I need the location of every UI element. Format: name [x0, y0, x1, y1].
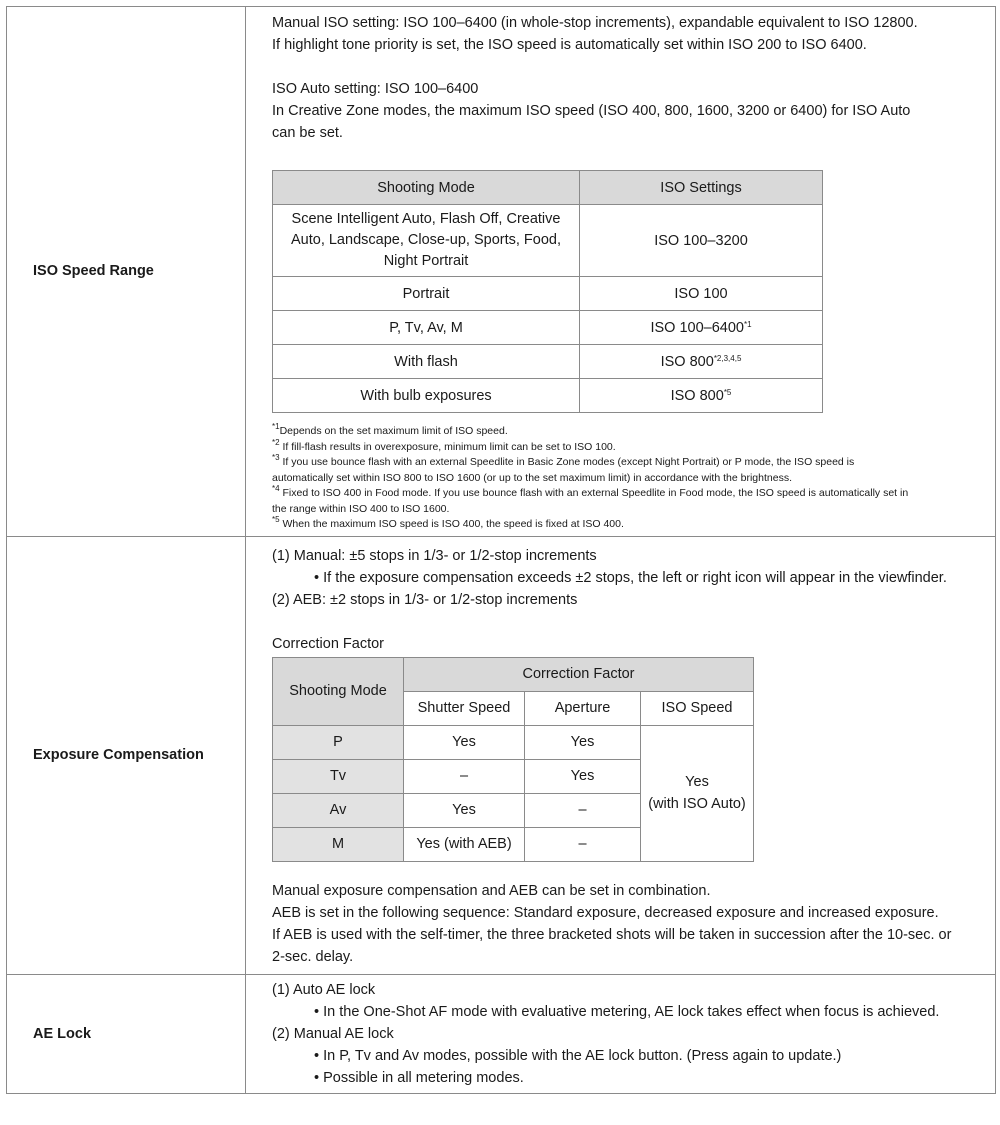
row-label-ae-lock: AE Lock — [7, 974, 246, 1093]
exposure-compensation-content — [246, 536, 996, 974]
footnote-1: $^{*1}$Depends on the set maximum limit of ISO speed. — [272, 422, 508, 437]
iso-footnotes — [272, 424, 983, 533]
exposure-compensation-row — [7, 536, 996, 974]
footnote-3: $^{*3}$ If you use bounce flash with an external Speedlite in Basic Zone modes (except Night Portrait) or P mode, the ISO speed is — [272, 453, 855, 468]
ae-lock-content — [246, 974, 996, 1093]
manual-ae-lock-bullet-1: • In P, Tv and Av modes, possible with the AE lock button. (Press again to update.) — [314, 1047, 842, 1064]
iso-table-mode-cell: Portrait — [273, 277, 580, 311]
row-label-iso-speed-range: ISO Speed Range — [7, 7, 246, 537]
footnote-4-cont: the range within ISO 400 to ISO 1600. — [272, 502, 450, 515]
iso-table-header-iso-settings: ISO Settings — [580, 171, 823, 205]
iso-creative-zone-text-cont: can be set. — [272, 125, 343, 141]
exposure-aeb-text: (2) AEB: ±2 stops in 1/3- or 1/2-stop increments — [272, 591, 578, 608]
iso-table-header-shooting-mode: Shooting Mode — [273, 171, 580, 205]
ae-lock-row — [7, 974, 996, 1093]
row-label-exposure-compensation: Exposure Compensation — [7, 536, 246, 974]
footnote-5: $^{*5}$ When the maximum ISO speed is ISO 400, the speed is fixed at ISO 400. — [272, 515, 624, 530]
iso-table-value-cell: ISO 800$^{*2,3,4,5}$ — [580, 345, 823, 379]
iso-table-mode-cell: With bulb exposures — [273, 379, 580, 413]
iso-table-mode-cell: With flash — [273, 345, 580, 379]
footnote-3-cont: automatically set within ISO 800 to ISO 1600 (or up to the set maximum limit) in accordance with the brightness. — [272, 471, 792, 484]
aeb-self-timer-text-cont: 2-sec. delay. — [272, 948, 354, 965]
manual-ae-lock-bullet-2: • Possible in all metering modes. — [314, 1069, 524, 1086]
cf-mode-cell: Av — [273, 793, 404, 827]
exposure-combination-text: Manual exposure compensation and AEB can be set in combination. — [272, 882, 711, 899]
table-row — [273, 311, 823, 345]
iso-table-value-cell: ISO 800$^{*5}$ — [580, 379, 823, 413]
table-row — [273, 379, 823, 413]
iso-table-value-cell: ISO 100–3200 — [580, 205, 823, 277]
iso-highlight-tone-text: If highlight tone priority is set, the ISO speed is automatically set within ISO 200 to ISO 6400. — [272, 37, 867, 53]
cf-shutter-cell: Yes — [404, 793, 525, 827]
exposure-manual-bullet: • If the exposure compensation exceeds ±2 stops, the left or right icon will appear in the viewfinder. — [314, 569, 947, 586]
cf-mode-cell: Tv — [273, 759, 404, 793]
cf-shutter-cell: – — [404, 759, 525, 793]
spec-table — [6, 6, 996, 1094]
footnote-4: $^{*4}$ Fixed to ISO 400 in Food mode. If you use bounce flash with an external Speedlite in Food mode, the ISO speed is automatically set in — [272, 484, 909, 499]
iso-table-mode-cell: P, Tv, Av, M — [273, 311, 580, 345]
footnote-2: $^{*2}$ If fill-flash results in overexposure, minimum limit can be set to ISO 100. — [272, 437, 616, 453]
aeb-self-timer-text: If AEB is used with the self-timer, the three bracketed shots will be taken in succession after the 10-sec. or — [272, 926, 952, 943]
cf-aperture-cell: – — [525, 827, 641, 861]
cf-header-aperture: Aperture — [525, 691, 641, 725]
cf-shutter-cell: Yes (with AEB) — [404, 827, 525, 861]
correction-factor-table — [272, 657, 754, 862]
cf-header-shutter-speed: Shutter Speed — [404, 691, 525, 725]
exposure-manual-text: (1) Manual: ±5 stops in 1/3- or 1/2-stop increments — [272, 547, 597, 564]
cf-header-shooting-mode: Shooting Mode — [273, 657, 404, 725]
cf-shutter-cell: Yes — [404, 725, 525, 759]
table-row — [273, 725, 754, 759]
iso-settings-table — [272, 170, 823, 413]
cf-mode-cell: P — [273, 725, 404, 759]
aeb-sequence-text: AEB is set in the following sequence: Standard exposure, decreased exposure and increased exposure. — [272, 904, 939, 921]
table-row — [273, 205, 823, 277]
manual-ae-lock-text: (2) Manual AE lock — [272, 1025, 394, 1042]
auto-ae-lock-bullet: • In the One-Shot AF mode with evaluative metering, AE lock takes effect when focus is achieved. — [314, 1003, 940, 1020]
table-row — [273, 277, 823, 311]
iso-speed-range-row — [7, 7, 996, 537]
cf-header-iso-speed: ISO Speed — [641, 691, 754, 725]
correction-factor-title: Correction Factor — [272, 635, 385, 652]
table-row — [273, 345, 823, 379]
cf-header-correction-factor: Correction Factor — [404, 657, 754, 691]
cf-iso-cell: Yes (with ISO Auto) — [641, 725, 754, 861]
iso-table-value-cell: ISO 100 — [580, 277, 823, 311]
cf-aperture-cell: Yes — [525, 759, 641, 793]
iso-table-value-cell: ISO 100–6400$^{*1}$ — [580, 311, 823, 345]
iso-manual-setting-text: Manual ISO setting: ISO 100–6400 (in whole-stop increments), expandable equivalent to ISO 12800. — [272, 15, 918, 31]
cf-aperture-cell: Yes — [525, 725, 641, 759]
iso-creative-zone-text: In Creative Zone modes, the maximum ISO speed (ISO 400, 800, 1600, 3200 or 6400) for ISO Auto — [272, 103, 911, 119]
auto-ae-lock-text: (1) Auto AE lock — [272, 981, 376, 998]
cf-mode-cell: M — [273, 827, 404, 861]
iso-table-mode-cell: Scene Intelligent Auto, Flash Off, Creative Auto, Landscape, Close-up, Sports, Food, Night Portrait — [273, 205, 580, 277]
iso-speed-range-content — [246, 7, 996, 537]
cf-aperture-cell: – — [525, 793, 641, 827]
iso-auto-setting-text: ISO Auto setting: ISO 100–6400 — [272, 81, 479, 97]
